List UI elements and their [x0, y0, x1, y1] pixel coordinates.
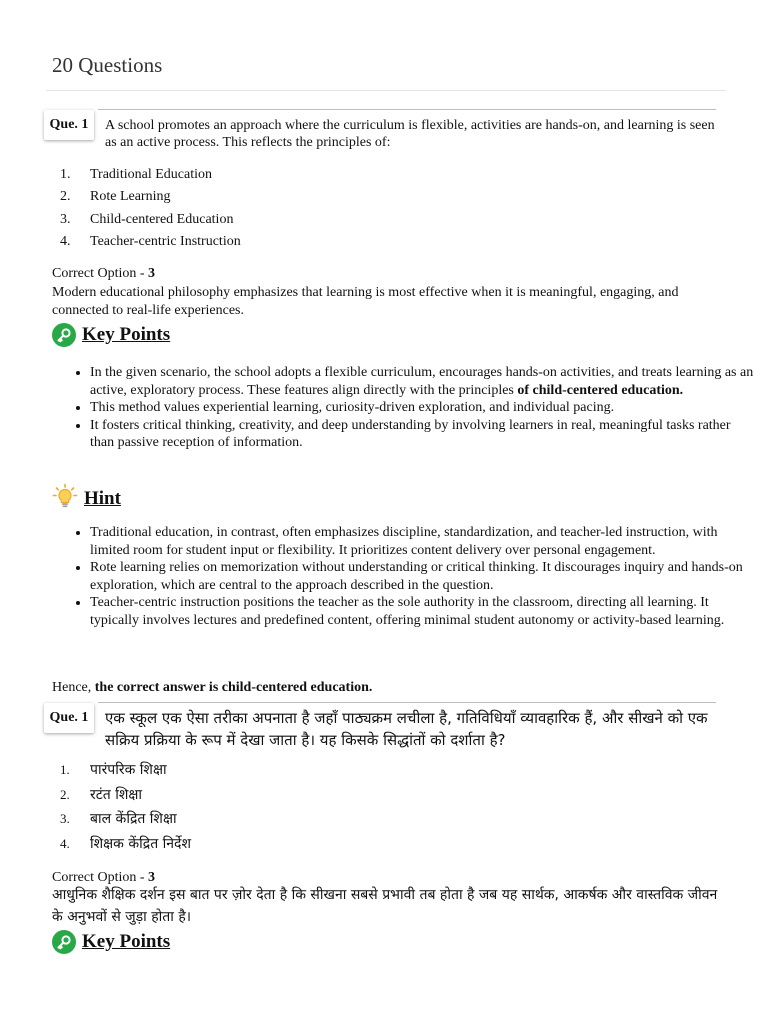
question-divider	[98, 109, 716, 110]
list-item: • Traditional education, in contrast, often emphasizes discipline, standardization, and teacher-led instruction, with limited room for student input or flexibility. It prioritizes content delivery over personal engagement.	[90, 524, 758, 559]
list-item: • Rote learning relies on memorization without understanding or critical thinking. It discourages inquiry and hands-on exploration, which are central to the approach described in the question.	[90, 559, 758, 594]
explanation-text: Modern educational philosophy emphasizes that learning is most effective when it is meaningful, engaging, and connected to real-life experiences.	[52, 285, 679, 318]
page-title: 20 Questions	[52, 53, 163, 77]
conclusion-text: Hence, the correct answer is child-centered education.	[52, 680, 373, 695]
correct-option: Correct Option - 3	[52, 870, 156, 885]
key-points-heading	[52, 323, 170, 347]
option-item: 1. Traditional Education	[60, 167, 212, 182]
option-item: 4. शिक्षक केंद्रित निर्देश	[60, 836, 191, 852]
list-item: • In the given scenario, the school adopts a flexible curriculum, encourages hands-on activities, and treats learning as an active, exploratory process. These features align directly with the principles of child-centered education.	[90, 364, 758, 399]
option-item: 3. Child-centered Education	[60, 212, 234, 227]
option-item: 1. पारंपरिक शिक्षा	[60, 762, 167, 778]
question-number-tag: Que. 1	[44, 703, 94, 733]
hint-title: Hint	[84, 487, 121, 509]
option-item: 2. रटंत शिक्षा	[60, 787, 143, 803]
correct-option: Correct Option - 3	[52, 266, 156, 281]
option-item: 4. Teacher-centric Instruction	[60, 234, 241, 249]
key-icon	[52, 323, 76, 347]
hint-list	[52, 524, 758, 629]
lightbulb-icon	[52, 483, 78, 514]
option-item: 3. बाल केंद्रित शिक्षा	[60, 811, 177, 827]
key-icon	[52, 930, 76, 954]
title-divider	[46, 90, 726, 91]
key-points-heading	[52, 930, 170, 954]
key-points-title: Key Points	[82, 324, 171, 345]
key-points-title: Key Points	[82, 931, 171, 952]
option-item: 2. Rote Learning	[60, 189, 171, 204]
list-item: • This method values experiential learning, curiosity-driven exploration, and individual pacing.	[90, 399, 758, 417]
question-text-hindi: एक स्कूल एक ऐसा तरीका अपनाता है जहाँ पाठ्यक्रम लचीला है, गतिविधियाँ व्यावहारिक हैं, और सीखने को एक सक्रिय प्रक्रिया के रूप में देखा जाता है। यह किसके सिद्धांतों को दर्शाता है?	[105, 709, 708, 749]
key-points-list	[52, 364, 758, 452]
hint-heading	[52, 483, 121, 514]
explanation-text-hindi: आधुनिक शैक्षिक दर्शन इस बात पर ज़ोर देता है कि सीखना सबसे प्रभावी तब होता है जब यह सार्थक, आकर्षक और वास्तविक जीवन के अनुभवों से जुड़ा होता है।	[52, 887, 718, 925]
list-item: • It fosters critical thinking, creativity, and deep understanding by involving learners in real, meaningful tasks rather than passive reception of information.	[90, 417, 758, 452]
question-divider	[98, 702, 716, 703]
question-text: A school promotes an approach where the curriculum is flexible, activities are hands-on, and learning is seen as an active process. This reflects the principles of:	[105, 118, 715, 150]
list-item: • Teacher-centric instruction positions the teacher as the sole authority in the classroom, directing all learning. It typically involves lectures and predefined content, offering minimal student autonomy or activity-based learning.	[90, 594, 758, 629]
question-number-tag: Que. 1	[44, 110, 94, 140]
